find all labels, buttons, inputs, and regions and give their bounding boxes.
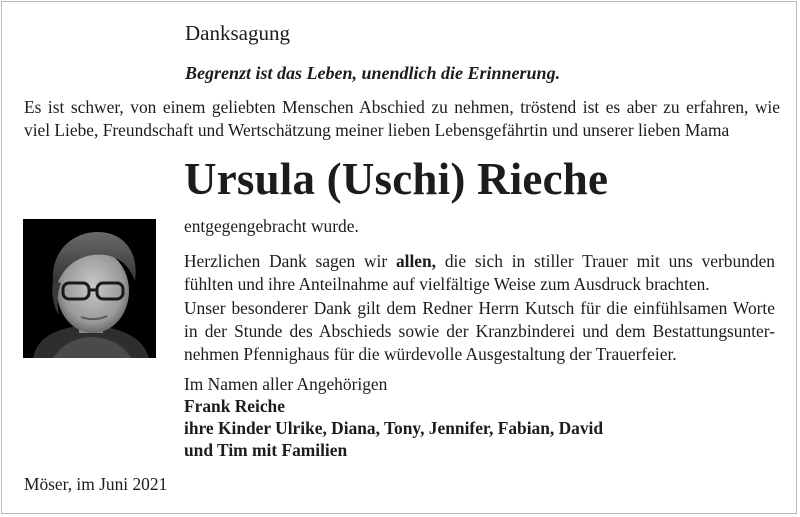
thanks-line-1 xyxy=(184,250,775,273)
thanks-line-3: Unser besonderer Dank gilt dem Redner Herrn Kutsch für die einfühlsamen Worte xyxy=(184,297,775,318)
thanks-paragraph xyxy=(184,250,775,366)
signer-line: Frank Reiche xyxy=(184,396,285,416)
deceased-name: Ursula (Uschi) Rieche xyxy=(184,154,609,204)
thanks-line-4: in der Stunde des Abschieds sowie der Kranzbinderei und dem Bestattungsunter- xyxy=(184,320,775,341)
intro-line-1: Es ist schwer, von einem geliebten Menschen Abschied zu nehmen, tröstend ist es aber zu erfahren, wie xyxy=(24,97,780,117)
intro-line-2: viel Liebe, Freundschaft und Wertschätzung meiner lieben Lebensgefährtin und unserer lieben Mama xyxy=(24,120,730,140)
notice-heading: Danksagung xyxy=(185,21,290,45)
thanks-emphasis: allen, xyxy=(395,251,437,271)
signature-intro: Im Namen aller Angehörigen xyxy=(184,374,388,394)
continuation-text: entgegengebracht wurde. xyxy=(184,216,359,236)
signers-block xyxy=(184,395,603,461)
signer-line: ihre Kinder Ulrike, Diana, Tony, Jennifer, Fabian, David xyxy=(184,418,604,438)
motto: Begrenzt ist das Leben, unendlich die Erinnerung. xyxy=(185,63,561,83)
thanks-line-1-start: Herzlichen Dank sagen wir xyxy=(184,251,396,271)
portrait-photo xyxy=(23,219,156,358)
place-date: Möser, im Juni 2021 xyxy=(24,474,168,494)
thanks-line-5: nehmen Pfennighaus für die würdevolle Ausgestaltung der Trauerfeier. xyxy=(184,344,677,365)
intro-text xyxy=(24,96,780,142)
signer-line: und Tim mit Familien xyxy=(184,440,348,460)
thanks-line-1-end: die sich in stiller Trauer mit uns verbunden xyxy=(436,251,775,271)
thanks-line-2: fühlten und ihre Anteilnahme auf vielfältige Weise zum Ausdruck brachten. xyxy=(184,274,710,295)
portrait-image xyxy=(23,219,156,358)
